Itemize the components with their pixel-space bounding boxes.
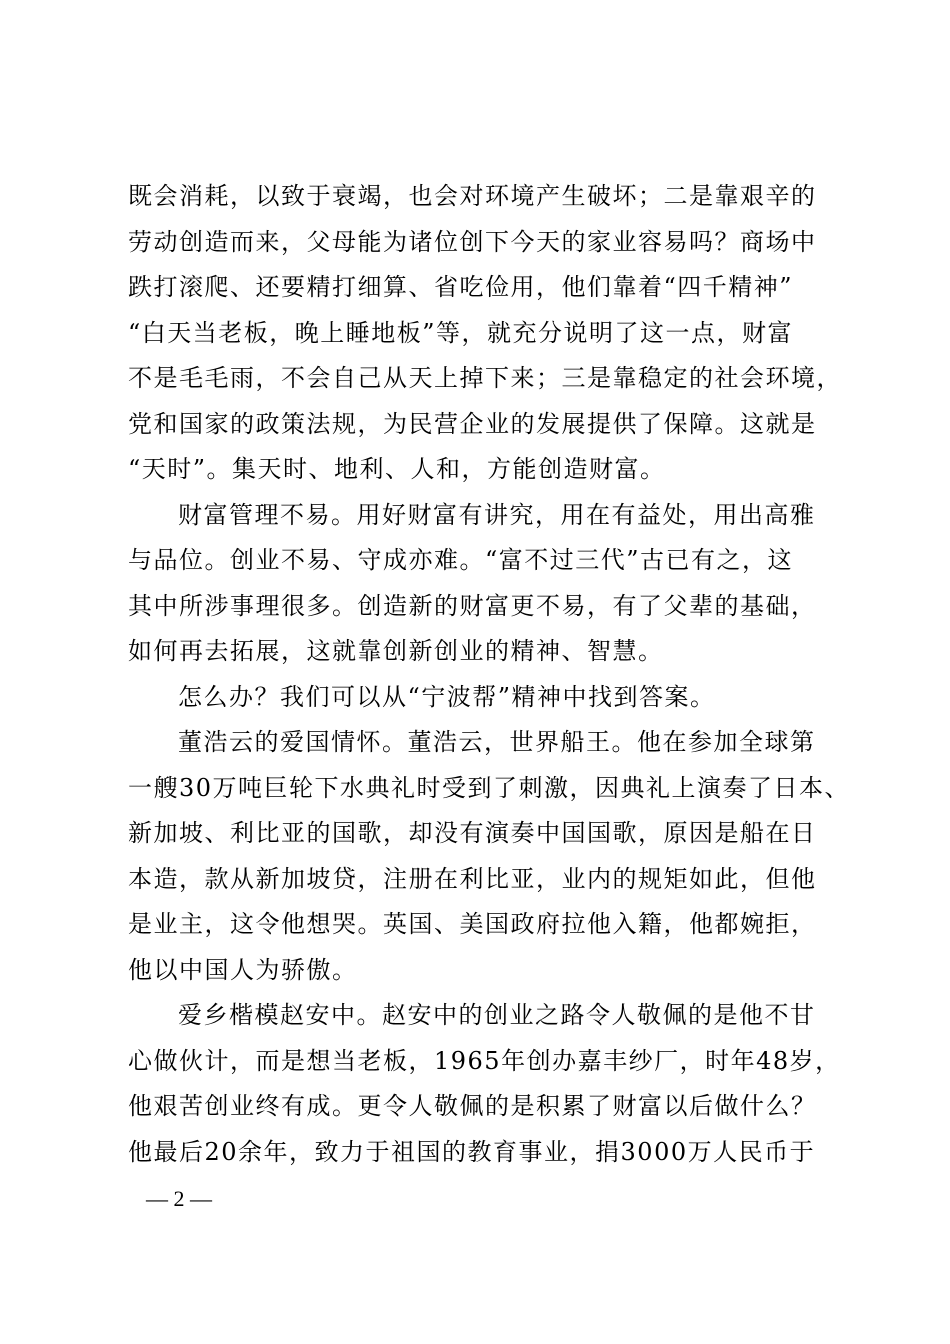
text-line: “天时”。集天时、地利、人和，方能创造财富。 <box>128 455 666 483</box>
paragraph-start-line: 爱乡楷模赵安中。赵安中的创业之路令人敬佩的是他不甘 <box>178 1001 816 1029</box>
text-line: 是业主，这令他想哭。英国、美国政府拉他入籍，他都婉拒， <box>128 910 817 938</box>
text-line: 他艰苦创业终有成。更令人敬佩的是积累了财富以后做什么？ <box>128 1092 817 1120</box>
text-line: 本造，款从新加坡贷，注册在利比亚，业内的规矩如此，但他 <box>128 864 817 893</box>
text-line: 既会消耗，以致于衰竭，也会对环境产生破坏；二是靠艰辛的 <box>128 182 817 210</box>
text-line: 跌打滚爬、还要精打细算、省吃俭用，他们靠着“四千精神” <box>128 273 794 301</box>
text-line: 他最后20余年，致力于祖国的教育事业，捐3000万人民币于 <box>128 1137 816 1166</box>
text-line: 一艘30万吨巨轮下水典礼时受到了刺激，因典礼上演奏了日本、 <box>128 773 851 802</box>
text-line: 心做伙计，而是想当老板，1965年创办嘉丰纱厂，时年48岁， <box>128 1046 841 1075</box>
text-line: 不是毛毛雨，不会自己从天上掉下来；三是靠稳定的社会环境， <box>128 364 842 392</box>
text-line: “白天当老板，晚上睡地板”等，就充分说明了这一点，财富 <box>128 318 794 347</box>
text-line: 他以中国人为骄傲。 <box>128 955 358 984</box>
text-line: 党和国家的政策法规，为民营企业的发展提供了保障。这就是 <box>128 409 817 438</box>
text-line: 其中所涉事理很多。创造新的财富更不易，有了父辈的基础， <box>128 591 817 620</box>
paragraph-start-line: 财富管理不易。用好财富有讲究，用在有益处，用出高雅 <box>178 500 816 529</box>
text-line: 如何再去拓展，这就靠创新创业的精神、智慧。 <box>128 637 664 665</box>
text-line: 与品位。创业不易、守成亦难。“富不过三代”古已有之，这 <box>128 546 794 574</box>
paragraph-start-line: 董浩云的爱国情怀。董浩云，世界船王。他在参加全球第 <box>178 728 816 756</box>
text-line: 劳动创造而来，父母能为诸位创下今天的家业容易吗？商场中 <box>128 227 817 256</box>
body-text <box>128 174 851 1175</box>
page-number: — 2 — <box>146 1186 212 1211</box>
text-line: 新加坡、利比亚的国歌，却没有演奏中国国歌，原因是船在日 <box>128 819 817 847</box>
paragraph-start-line: 怎么办？我们可以从“宁波帮”精神中找到答案。 <box>178 682 716 711</box>
